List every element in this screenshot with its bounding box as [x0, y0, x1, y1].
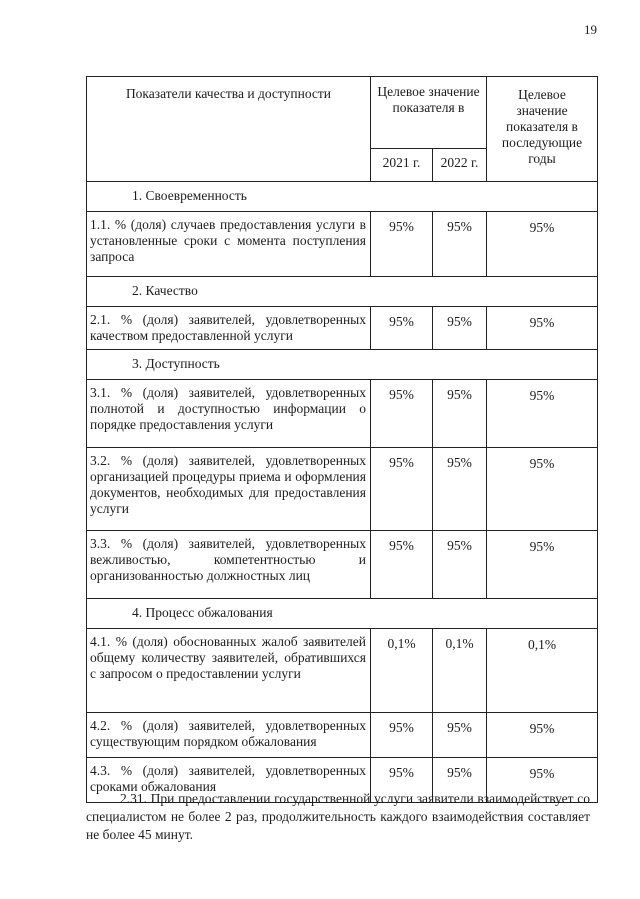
- table-header-row: [87, 77, 598, 149]
- footer-paragraph-text: 2.31. При предоставлении государственной услуги заявители взаимодействует со специалистом не более 2 раз, продолжительность каждого взаимодействия составляет не более 45 минут.: [86, 791, 590, 842]
- footer-paragraph: [86, 790, 590, 844]
- value-2022: 0,1%: [433, 629, 487, 713]
- table-row: [87, 212, 598, 277]
- value-future: 95%: [487, 758, 598, 803]
- indicator-text: 4.2. % (доля) заявителей, удовлетворенных существующим порядком обжалования: [87, 713, 371, 758]
- header-year-2022: 2022 г.: [433, 149, 487, 182]
- value-2022: 95%: [433, 380, 487, 448]
- value-2021: 95%: [371, 307, 433, 350]
- value-2021: 95%: [371, 212, 433, 277]
- value-2022: 95%: [433, 448, 487, 531]
- indicator-text: 4.3. % (доля) заявителей, удовлетворенных сроками обжалования: [87, 758, 371, 803]
- value-future: 95%: [487, 713, 598, 758]
- indicator-text: 2.1. % (доля) заявителей, удовлетворенных качеством предоставленной услуги: [87, 307, 371, 350]
- value-2022: 95%: [433, 758, 487, 803]
- indicator-text: 3.3. % (доля) заявителей, удовлетворенных вежливостью, компетентностью и организованностью должностных лиц: [87, 531, 371, 599]
- table-row: [87, 531, 598, 599]
- section-title: 4. Процесс обжалования: [87, 599, 598, 629]
- indicator-text: 3.1. % (доля) заявителей, удовлетворенных полнотой и доступностью информации о порядке предоставления услуги: [87, 380, 371, 448]
- table-row: [87, 307, 598, 350]
- section-row: [87, 277, 598, 307]
- value-future: 95%: [487, 307, 598, 350]
- value-2021: 95%: [371, 713, 433, 758]
- section-row: [87, 350, 598, 380]
- value-2021: 95%: [371, 758, 433, 803]
- header-target-group: Целевое значение показателя в: [371, 77, 487, 149]
- section-row: [87, 182, 598, 212]
- quality-indicators-table: [86, 76, 598, 803]
- table-row: [87, 380, 598, 448]
- section-title: 1. Своевременность: [87, 182, 598, 212]
- section-title: 2. Качество: [87, 277, 598, 307]
- value-2021: 95%: [371, 448, 433, 531]
- value-future: 95%: [487, 212, 598, 277]
- section-row: [87, 599, 598, 629]
- value-2022: 95%: [433, 713, 487, 758]
- section-title: 3. Доступность: [87, 350, 598, 380]
- value-2021: 0,1%: [371, 629, 433, 713]
- table-row: [87, 448, 598, 531]
- value-future: 95%: [487, 380, 598, 448]
- header-indicators: Показатели качества и доступности: [87, 77, 371, 182]
- table-row: [87, 713, 598, 758]
- value-2022: 95%: [433, 212, 487, 277]
- page-number: 19: [584, 22, 597, 37]
- table-body: [87, 182, 598, 803]
- value-2021: 95%: [371, 380, 433, 448]
- header-future-years: Целевое значение показателя в последующие годы: [487, 77, 598, 182]
- value-2022: 95%: [433, 307, 487, 350]
- value-2021: 95%: [371, 531, 433, 599]
- value-2022: 95%: [433, 531, 487, 599]
- indicator-text: 4.1. % (доля) обоснованных жалоб заявителей общему количеству заявителей, обратившихся с запросом о предоставлении услуги: [87, 629, 371, 713]
- value-future: 95%: [487, 531, 598, 599]
- indicator-text: 1.1. % (доля) случаев предоставления услуги в установленные сроки с момента поступления запроса: [87, 212, 371, 277]
- table-row: [87, 629, 598, 713]
- header-year-2021: 2021 г.: [371, 149, 433, 182]
- indicator-text: 3.2. % (доля) заявителей, удовлетворенных организацией процедуры приема и оформления документов, необходимых для предоставления услуги: [87, 448, 371, 531]
- value-future: 95%: [487, 448, 598, 531]
- value-future: 0,1%: [487, 629, 598, 713]
